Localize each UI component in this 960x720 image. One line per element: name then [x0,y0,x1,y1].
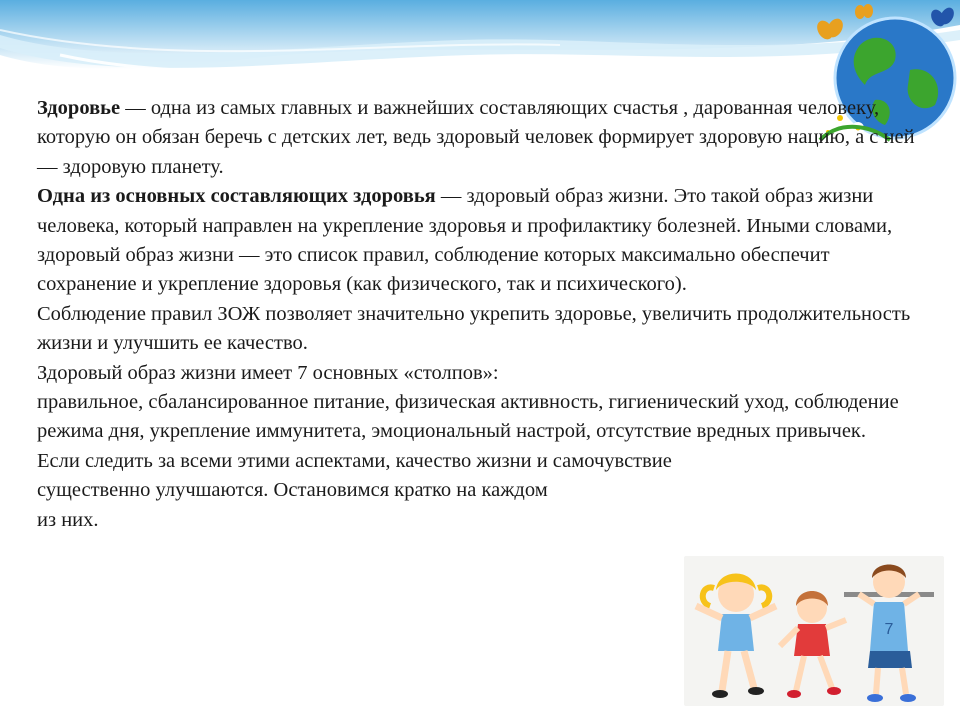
paragraph-bold-lead: Здоровье [37,97,121,119]
paragraph [37,94,917,182]
paragraph [37,388,917,447]
paragraph [37,359,917,388]
paragraph-text: Соблюдение правил ЗОЖ позволяет значительно укрепить здоровье, увеличить продолжительность жизни и улучшить ее качество. [37,302,911,355]
girl-figure-icon [696,574,776,699]
paragraph-text: — одна из самых главных и важнейших составляющих счастья , дарованная человеку, которую он обязан беречь с детских лет, ведь здоровый человек формирует здоровую нацию, а с ней — здоровую планету. [37,97,915,178]
paragraph [37,506,917,535]
paragraph [37,300,917,359]
svg-text:7: 7 [884,621,894,638]
butterfly-icon [814,16,846,42]
paragraph-bold-lead: Одна из основных составляющих здоровья [37,185,436,208]
butterfly-icon [928,5,956,29]
girl-figure-icon [780,591,846,698]
butterfly-icon [855,4,873,19]
paragraph [37,447,677,506]
paragraph-text: правильное, сбалансированное питание, физическая активность, гигиенический уход, соблюдение режима дня, укрепление иммунитета, эмоциональный настрой, отсутствие вредных привычек. [37,391,899,443]
slide-text-body [37,94,917,535]
paragraph-text: — здоровый образ жизни. Это такой образ жизни человека, который направлен на укрепление здоровья и профилактику болезней. Иными словами, здоровый образ жизни — это список правил, соблюдение которых максимально обеспечит сохранение и укрепление здоровья (как физического, так и психического). [37,185,893,296]
paragraph-text: из них. [37,508,99,531]
children-exercising-illustration [684,556,944,706]
boy-figure-icon [844,565,934,703]
paragraph-text: Если следить за всеми этими аспектами, качество жизни и самочувствие существенно улучшаются. Остановимся кратко на каждом [37,449,672,502]
paragraph-text: Здоровый образ жизни имеет 7 основных «столпов»: [37,361,499,384]
paragraph [37,182,917,300]
